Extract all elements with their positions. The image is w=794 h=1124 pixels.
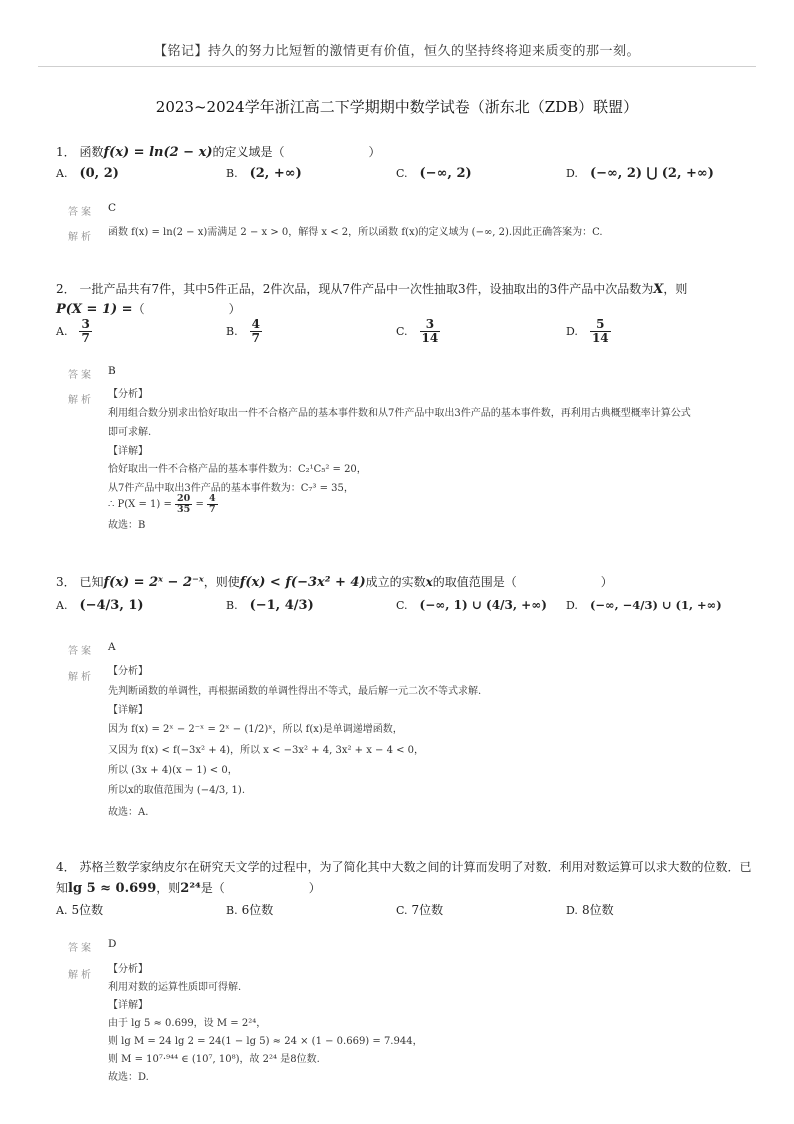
analysis-line: 恰好取出一件不合格产品的基本事件数为：C₂¹C₅² = 20， bbox=[108, 464, 367, 475]
analysis-label: 解析 bbox=[68, 970, 94, 981]
analysis-line: 从7件产品中取出3件产品的基本事件数为：C₇³ = 35， bbox=[108, 483, 354, 494]
analysis-line: 【详解】 bbox=[108, 705, 148, 716]
answer-value: A bbox=[108, 641, 116, 653]
analysis-line: 即可求解. bbox=[108, 427, 152, 438]
option-a[interactable]: A. (−4/3, 1) bbox=[56, 598, 144, 613]
analysis-line: ∴ P(X = 1) = $\frac{20}{35}$ = $\frac{4}{7}$ bbox=[108, 493, 216, 515]
option-d[interactable]: D. 8位数 bbox=[566, 903, 614, 917]
answer-value: C bbox=[108, 202, 117, 214]
question-text: ） bbox=[600, 575, 613, 589]
analysis-line: 故选：A. bbox=[108, 807, 149, 818]
question-text: 的取值范围是（ bbox=[432, 575, 517, 589]
question-number: 3． bbox=[56, 575, 76, 589]
page-motto: 【铭记】持久的努力比短暂的激情更有价值，恒久的坚持终将迎来质变的那一刻。 bbox=[153, 44, 640, 59]
analysis-line: 利用对数的运算性质即可得解. bbox=[108, 982, 242, 993]
option-d[interactable]: D. (−∞, −4/3) ∪ (1, +∞) bbox=[566, 598, 722, 612]
analysis-line: 利用组合数分别求出恰好取出一件不合格产品的基本事件数和从7件产品中取出3件产品的基本事件数，再利用古典概型概率计算公式 bbox=[108, 408, 691, 419]
option-b[interactable]: B. (2, +∞) bbox=[226, 166, 302, 181]
page-title: 2023~2024学年浙江高二下学期期中数学试卷（浙东北（ZDB）联盟） bbox=[155, 98, 639, 116]
analysis-line: 故选：D. bbox=[108, 1072, 149, 1083]
math-expression: f(x) = ln(2 − x) bbox=[103, 145, 213, 160]
question-text: 是（ bbox=[200, 881, 225, 895]
analysis-line: 先判断函数的单调性，再根据函数的单调性得出不等式，最后解一元二次不等式求解. bbox=[108, 686, 482, 697]
answer-label: 答案 bbox=[68, 207, 94, 218]
analysis-line: 又因为 f(x) < f(−3x² + 4)，所以 x < −3x² + 4, 3x² + x − 4 < 0， bbox=[108, 745, 425, 756]
analysis-line: 则 M = 10⁷·⁹⁴⁴ ∈ (10⁷, 10⁸)，故 2²⁴ 是8位数. bbox=[108, 1054, 320, 1065]
option-b[interactable]: B. $\frac{4}{7}$ bbox=[226, 317, 260, 345]
question-text: （ bbox=[132, 302, 145, 316]
analysis-label: 解析 bbox=[68, 672, 94, 683]
answer-label: 答案 bbox=[68, 943, 94, 954]
question-text: 函数 bbox=[79, 145, 104, 159]
question-text: 知 bbox=[56, 881, 69, 895]
question-number: 1． bbox=[56, 145, 76, 159]
question-2-stem bbox=[56, 280, 687, 297]
option-c[interactable]: C. 7位数 bbox=[396, 903, 444, 917]
analysis-line: 则 lg M = 24 lg 2 = 24(1 − lg 5) ≈ 24 × (1 − 0.669) = 7.944， bbox=[108, 1036, 423, 1047]
math-expression: f(x) < f(−3x² + 4) bbox=[239, 575, 366, 590]
question-text: ） bbox=[368, 145, 381, 159]
analysis-line: 【分析】 bbox=[108, 964, 148, 975]
math-variable: x bbox=[425, 575, 433, 589]
analysis-label: 解析 bbox=[68, 395, 94, 406]
analysis-label: 解析 bbox=[68, 232, 94, 243]
option-b[interactable]: B. 6位数 bbox=[226, 903, 274, 917]
question-number: 2． bbox=[56, 282, 76, 296]
option-d[interactable]: D. $\frac{5}{14}$ bbox=[566, 317, 609, 345]
analysis-line: 因为 f(x) = 2ˣ − 2⁻ˣ = 2ˣ − (1/2)ˣ，所以 f(x)是单调递增函数， bbox=[108, 724, 403, 735]
analysis-line: 由于 lg 5 ≈ 0.699，设 M = 2²⁴， bbox=[108, 1018, 267, 1029]
question-text: 一批产品共有7件，其中5件正品，2件次品，现从7件产品中一次性抽取3件，设抽取出的3件产品中次品数为 bbox=[79, 282, 654, 296]
math-expression: P(X = 1) = bbox=[56, 302, 133, 317]
answer-label: 答案 bbox=[68, 646, 94, 657]
analysis-line: 所以 (3x + 4)(x − 1) < 0， bbox=[108, 765, 238, 776]
analysis-line: 【分析】 bbox=[108, 389, 148, 400]
question-text: 成立的实数 bbox=[365, 575, 426, 589]
analysis-line: 【详解】 bbox=[108, 446, 148, 457]
question-1-stem bbox=[56, 143, 381, 160]
math-variable: X bbox=[653, 282, 664, 297]
question-text: ，则 bbox=[156, 881, 181, 895]
option-c[interactable]: C. (−∞, 1) ∪ (4/3, +∞) bbox=[396, 598, 547, 612]
question-4-stem-line2 bbox=[56, 879, 321, 896]
question-4-stem bbox=[56, 858, 751, 875]
question-2-stem-line2 bbox=[56, 300, 241, 317]
option-a[interactable]: A. $\frac{3}{7}$ bbox=[56, 317, 90, 345]
option-a[interactable]: A. 5位数 bbox=[56, 903, 104, 917]
answer-value: B bbox=[108, 365, 116, 377]
option-b[interactable]: B. (−1, 4/3) bbox=[226, 598, 314, 613]
question-text: ） bbox=[228, 302, 241, 316]
math-expression: f(x) = 2ˣ − 2⁻ˣ bbox=[103, 575, 204, 590]
math-expression: lg 5 ≈ 0.699 bbox=[68, 881, 157, 896]
option-c[interactable]: C. (−∞, 2) bbox=[396, 166, 472, 181]
option-d[interactable]: D. (−∞, 2) ⋃ (2, +∞) bbox=[566, 166, 714, 181]
analysis-line: 所以x的取值范围为 (−4/3, 1). bbox=[108, 785, 245, 796]
question-text: ） bbox=[308, 881, 321, 895]
question-3-stem bbox=[56, 573, 613, 590]
question-text: ，则 bbox=[663, 282, 688, 296]
analysis-text: 函数 f(x) = ln(2 − x)需满足 2 − x > 0，解得 x < 2，所以函数 f(x)的定义域为 (−∞, 2).因此正确答案为：C. bbox=[108, 227, 603, 238]
header-divider bbox=[38, 66, 756, 67]
question-text: 已知 bbox=[79, 575, 104, 589]
question-text: 的定义域是（ bbox=[212, 145, 285, 159]
question-number: 4． bbox=[56, 860, 76, 874]
option-a[interactable]: A. (0, 2) bbox=[56, 166, 119, 181]
analysis-line: 故选：B bbox=[108, 520, 146, 531]
question-text: ，则使 bbox=[203, 575, 240, 589]
math-expression: 2²⁴ bbox=[180, 881, 201, 896]
answer-label: 答案 bbox=[68, 370, 94, 381]
analysis-line: 【详解】 bbox=[108, 1000, 148, 1011]
question-text: 苏格兰数学家纳皮尔在研究天文学的过程中，为了简化其中大数之间的计算而发明了对数．利用对数运算可以求大数的位数．已 bbox=[79, 860, 752, 874]
option-c[interactable]: C. $\frac{3}{14}$ bbox=[396, 317, 439, 345]
answer-value: D bbox=[108, 938, 117, 950]
analysis-line: 【分析】 bbox=[108, 666, 148, 677]
